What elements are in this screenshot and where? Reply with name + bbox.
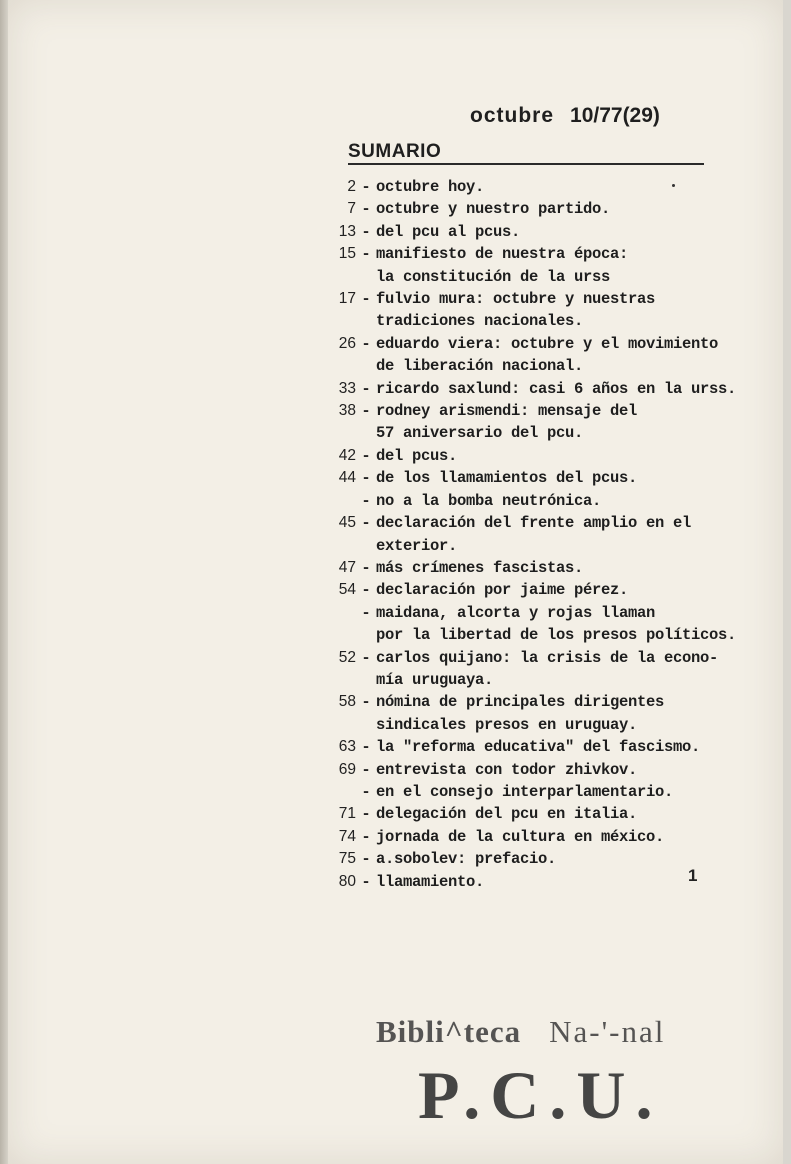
toc-page-number: 17 xyxy=(338,290,356,308)
toc-dash: - xyxy=(361,738,371,757)
toc-page-number xyxy=(314,781,356,803)
toc-page-number: 74 xyxy=(338,827,356,845)
toc-entry xyxy=(314,826,774,848)
toc-page-number: 42 xyxy=(338,446,356,464)
toc-title xyxy=(376,243,774,288)
toc-title xyxy=(376,803,774,825)
toc-dash: - xyxy=(361,581,371,600)
toc-title-line: de los llamamientos del pcus. xyxy=(376,469,638,488)
toc-title-line: a.sobolev: prefacio. xyxy=(376,850,557,869)
toc-entry xyxy=(314,400,774,445)
toc-page-number: 63 xyxy=(338,738,356,756)
toc-dash: - xyxy=(361,402,371,421)
toc-title xyxy=(376,176,774,198)
toc-title-line: declaración por jaime pérez. xyxy=(376,581,629,600)
toc-title-line: del pcus. xyxy=(376,446,458,465)
toc-dash: - xyxy=(361,222,371,241)
toc-dash: - xyxy=(361,603,371,622)
toc-title-line: rodney arismendi: mensaje del xyxy=(376,402,638,421)
toc-title xyxy=(376,579,774,601)
toc-title xyxy=(376,557,774,579)
toc-page-number: 38 xyxy=(338,402,356,420)
toc-page-number: 15 xyxy=(338,245,356,263)
toc-title-line: la constitución de la urss xyxy=(376,267,611,286)
toc-entry xyxy=(314,512,774,557)
toc-dash: - xyxy=(361,558,371,577)
toc-dash: - xyxy=(361,200,371,219)
toc-title xyxy=(376,198,774,220)
library-stamp-initials: P.C.U. xyxy=(418,1057,663,1133)
document-page xyxy=(8,0,783,1164)
toc-title-line: llamamiento. xyxy=(376,872,485,891)
toc-title xyxy=(376,647,774,692)
toc-title xyxy=(376,848,774,870)
toc-title xyxy=(376,871,774,893)
toc-entry xyxy=(314,467,774,489)
toc-entry xyxy=(314,602,774,647)
toc-dash: - xyxy=(361,827,371,846)
toc-dash: - xyxy=(361,446,371,465)
toc-title xyxy=(376,445,774,467)
toc-page-number: 47 xyxy=(338,558,356,576)
toc-title xyxy=(376,490,774,512)
toc-entry xyxy=(314,803,774,825)
toc-entry xyxy=(314,848,774,870)
toc-dash: - xyxy=(361,872,371,891)
toc-page-number: 54 xyxy=(338,581,356,599)
toc-entry xyxy=(314,691,774,736)
toc-page-number: 58 xyxy=(338,693,356,711)
toc-title-line: más crímenes fascistas. xyxy=(376,558,584,577)
toc-page-number: 69 xyxy=(338,760,356,778)
toc-dash: - xyxy=(361,379,371,398)
toc-dash: - xyxy=(361,760,371,779)
toc-entry xyxy=(314,579,774,601)
toc-page-number: 13 xyxy=(338,222,356,240)
toc-entry xyxy=(314,221,774,243)
toc-dash: - xyxy=(361,514,371,533)
toc-dash: - xyxy=(361,491,371,510)
toc-page-number: 52 xyxy=(338,648,356,666)
toc-page-number: 71 xyxy=(338,805,356,823)
toc-entry xyxy=(314,176,774,198)
toc-title xyxy=(376,759,774,781)
toc-title-line: del pcu al pcus. xyxy=(376,222,521,241)
issue-header xyxy=(470,104,660,128)
toc-entry xyxy=(314,736,774,758)
toc-dash: - xyxy=(361,693,371,712)
toc-title-line: en el consejo interparlamentario. xyxy=(376,782,674,801)
toc-title-line: maidana, alcorta y rojas llaman xyxy=(376,603,656,622)
toc-page-number: 7 xyxy=(347,200,356,218)
toc-title-line: la "reforma educativa" del fascismo. xyxy=(376,738,701,757)
library-stamp-text xyxy=(376,1014,665,1050)
toc-entry xyxy=(314,288,774,333)
toc-title-line: entrevista con todor zhivkov. xyxy=(376,760,638,779)
toc-title xyxy=(376,826,774,848)
toc-entry xyxy=(314,871,774,893)
toc-entry xyxy=(314,781,774,803)
toc-dash: - xyxy=(361,178,371,196)
title-underline xyxy=(348,163,704,165)
toc-entry xyxy=(314,647,774,692)
toc-title xyxy=(376,736,774,758)
toc-dash: - xyxy=(361,782,371,801)
stamp-word-1: Bibli^teca xyxy=(376,1014,522,1049)
toc-entry xyxy=(314,490,774,512)
toc-entry xyxy=(314,445,774,467)
toc-dash: - xyxy=(361,648,371,667)
toc-title xyxy=(376,691,774,736)
toc-dash: - xyxy=(361,850,371,869)
toc-page-number xyxy=(314,490,356,512)
toc-entry xyxy=(314,243,774,288)
toc-title-line: delegación del pcu en italia. xyxy=(376,805,638,824)
toc-entry xyxy=(314,557,774,579)
toc-entry xyxy=(314,759,774,781)
toc-page-number: 45 xyxy=(338,514,356,532)
toc-title xyxy=(376,400,774,445)
toc-title xyxy=(376,333,774,378)
toc-dash: - xyxy=(361,245,371,264)
toc-page-number: 33 xyxy=(338,379,356,397)
page-title: SUMARIO xyxy=(348,141,442,162)
toc-title-line: por la libertad de los presos políticos. xyxy=(376,626,737,645)
toc-page-number: 44 xyxy=(338,469,356,487)
toc-title-line: mía uruguaya. xyxy=(376,670,494,689)
page-number: 1 xyxy=(688,866,698,885)
toc-title-line: eduardo viera: octubre y el movimiento xyxy=(376,334,719,353)
toc-entry xyxy=(314,333,774,378)
toc-dash: - xyxy=(361,469,371,488)
stamp-word-2: Na-'-nal xyxy=(549,1014,666,1049)
toc-title-line: octubre y nuestro partido. xyxy=(376,200,611,219)
toc-page-number xyxy=(314,602,356,647)
toc-entry xyxy=(314,378,774,400)
toc-dash: - xyxy=(361,805,371,824)
toc-page-number: 26 xyxy=(338,334,356,352)
toc-title-line: fulvio mura: octubre y nuestras xyxy=(376,290,656,309)
toc-title xyxy=(376,781,774,803)
toc-title-line: no a la bomba neutrónica. xyxy=(376,491,602,510)
toc-title-line: jornada de la cultura en méxico. xyxy=(376,827,665,846)
toc-title-line: carlos quijano: la crisis de la econo- xyxy=(376,648,719,667)
toc-page-number: 75 xyxy=(338,850,356,868)
toc-title-line: exterior. xyxy=(376,536,458,555)
toc-title xyxy=(376,602,774,647)
toc-title-line: sindicales presos en uruguay. xyxy=(376,715,638,734)
toc-title-line: de liberación nacional. xyxy=(376,357,584,376)
toc-page-number: 2 xyxy=(347,178,356,195)
toc-dash: - xyxy=(361,334,371,353)
toc-title xyxy=(376,467,774,489)
toc-dash: - xyxy=(361,290,371,309)
toc-title-line: octubre hoy. xyxy=(376,178,485,196)
issue-number: 10/77(29) xyxy=(570,104,660,127)
toc-entry xyxy=(314,198,774,220)
toc-title-line: nómina de principales dirigentes xyxy=(376,693,665,712)
toc-title xyxy=(376,378,774,400)
toc-title-line: tradiciones nacionales. xyxy=(376,312,584,331)
toc-title xyxy=(376,512,774,557)
toc-page-number: 80 xyxy=(338,872,356,890)
toc-title xyxy=(376,288,774,333)
scan-edge xyxy=(0,0,8,1164)
toc-title-line: manifiesto de nuestra época: xyxy=(376,245,629,264)
toc-title-line: 57 aniversario del pcu. xyxy=(376,424,584,443)
table-of-contents xyxy=(314,176,774,893)
toc-title-line: declaración del frente amplio en el xyxy=(376,514,692,533)
toc-title xyxy=(376,221,774,243)
issue-month: octubre xyxy=(470,104,555,127)
toc-title-line: ricardo saxlund: casi 6 años en la urss. xyxy=(376,379,737,398)
